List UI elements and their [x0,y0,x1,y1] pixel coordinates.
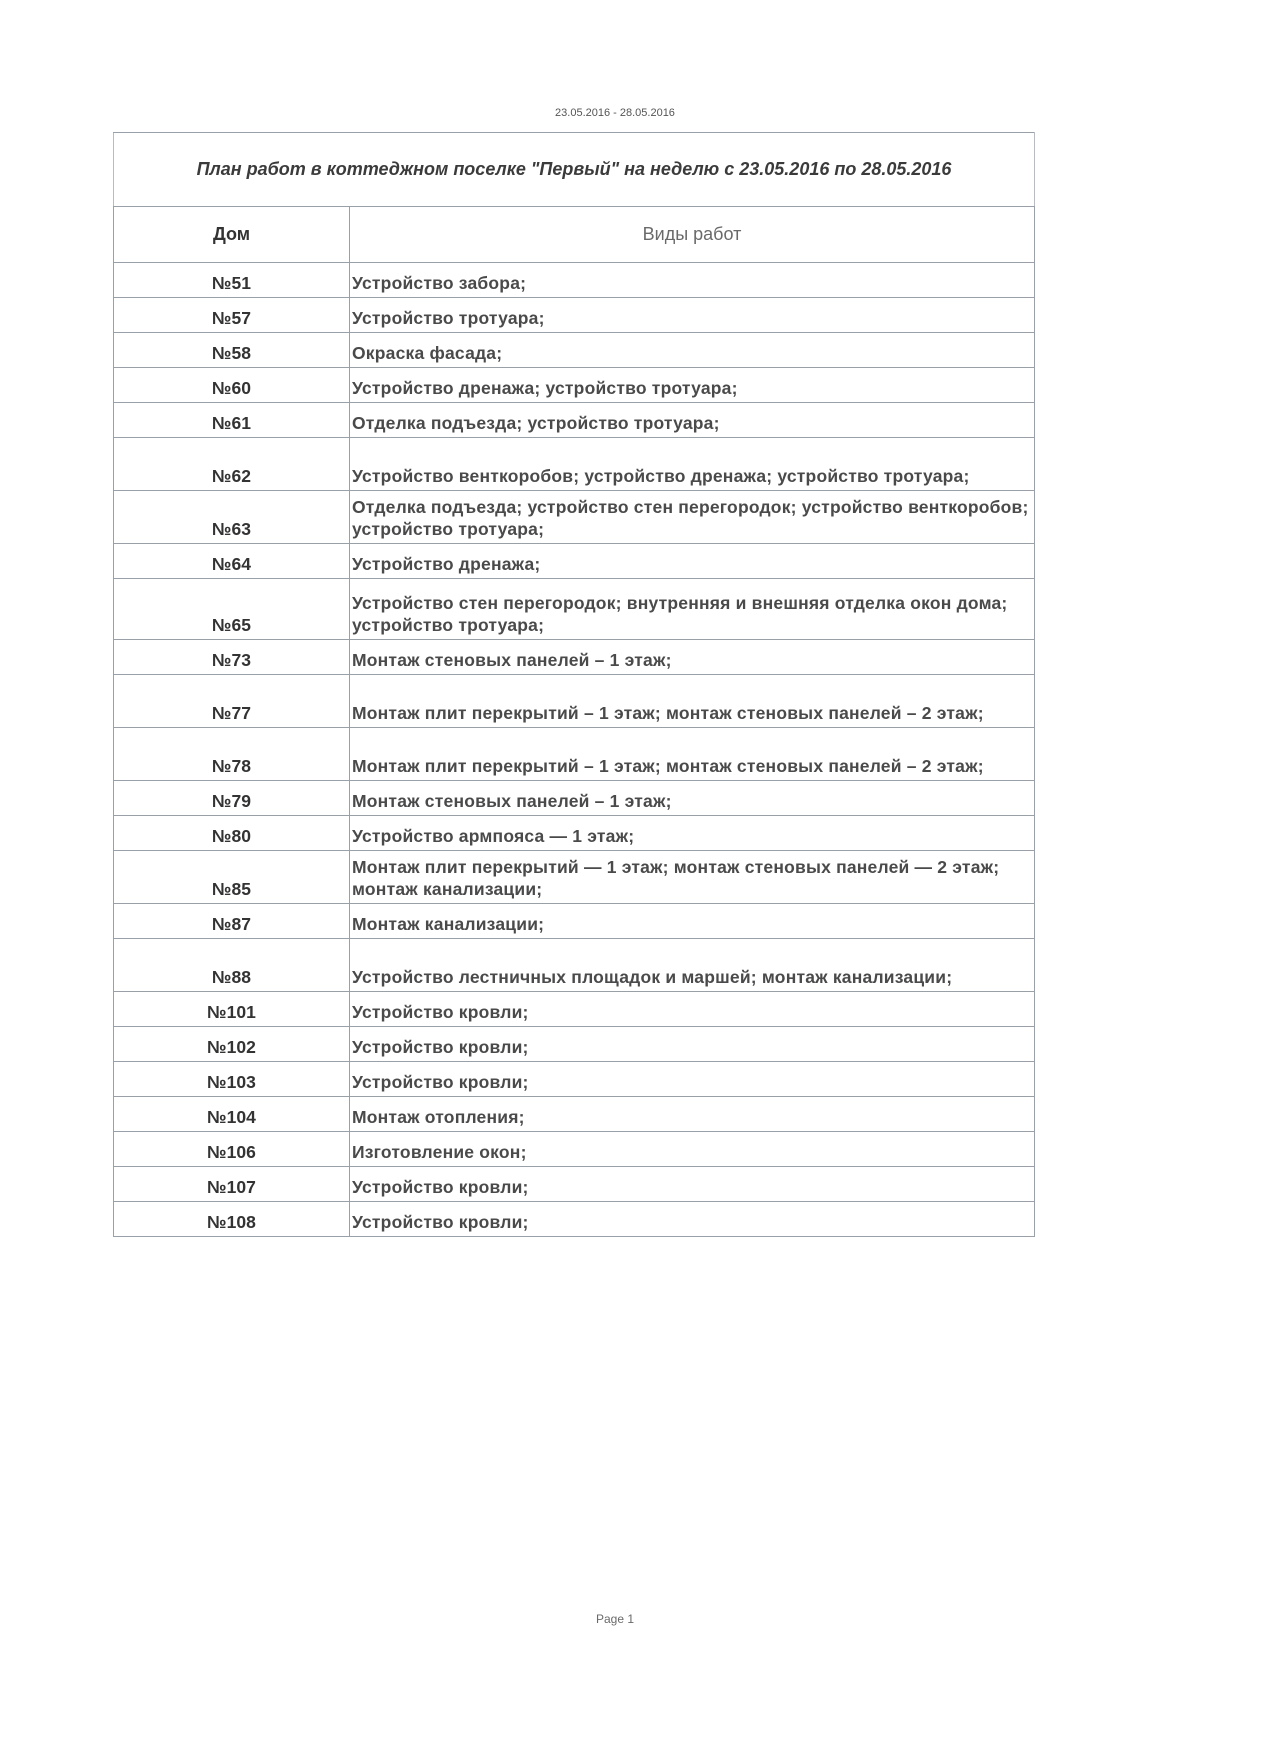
page-number: Page 1 [595,1612,635,1626]
house-number: №64 [114,544,350,579]
table-row [114,544,1035,579]
table-row [114,1132,1035,1167]
work-description: Устройство тротуара; [350,298,1035,333]
house-number: №60 [114,368,350,403]
table-row [114,1062,1035,1097]
house-number: №65 [114,579,350,640]
house-number: №62 [114,438,350,491]
work-description: Устройство кровли; [350,1027,1035,1062]
work-description: Устройство дренажа; устройство тротуара; [350,368,1035,403]
house-number: №102 [114,1027,350,1062]
table-row [114,904,1035,939]
house-number: №101 [114,992,350,1027]
house-number: №107 [114,1167,350,1202]
work-description: Устройство лестничных площадок и маршей; монтаж канализации; [350,939,1035,992]
table-row [114,851,1035,904]
work-description: Монтаж плит перекрытий – 1 этаж; монтаж стеновых панелей – 2 этаж; [350,728,1035,781]
work-description: Устройство кровли; [350,1062,1035,1097]
table-row [114,1097,1035,1132]
work-description: Окраска фасада; [350,333,1035,368]
work-description: Монтаж плит перекрытий – 1 этаж; монтаж стеновых панелей – 2 этаж; [350,675,1035,728]
table-row [114,992,1035,1027]
column-header-row [114,207,1035,263]
table-row [114,939,1035,992]
house-number: №63 [114,491,350,544]
work-description: Устройство стен перегородок; внутренняя и внешняя отделка окон дома; устройство тротуара; [350,579,1035,640]
house-number: №85 [114,851,350,904]
work-description: Устройство кровли; [350,1167,1035,1202]
work-description: Устройство забора; [350,263,1035,298]
work-description: Монтаж стеновых панелей – 1 этаж; [350,781,1035,816]
table-title: План работ в коттеджном поселке "Первый" на неделю с 23.05.2016 по 28.05.2016 [114,133,1035,207]
table-row [114,333,1035,368]
page-header-dates: 23.05.2016 - 28.05.2016 [555,107,675,119]
work-description: Монтаж стеновых панелей – 1 этаж; [350,640,1035,675]
table-row [114,263,1035,298]
house-number: №78 [114,728,350,781]
house-number: №106 [114,1132,350,1167]
table-row [114,816,1035,851]
house-number: №77 [114,675,350,728]
work-description: Устройство венткоробов; устройство дренажа; устройство тротуара; [350,438,1035,491]
table-row [114,298,1035,333]
work-description: Устройство дренажа; [350,544,1035,579]
work-description: Монтаж канализации; [350,904,1035,939]
work-description: Устройство кровли; [350,1202,1035,1237]
house-number: №79 [114,781,350,816]
work-description: Монтаж отопления; [350,1097,1035,1132]
table-row [114,438,1035,491]
table-row [114,491,1035,544]
house-number: №58 [114,333,350,368]
table-row [114,403,1035,438]
table-row [114,728,1035,781]
house-number: №104 [114,1097,350,1132]
house-number: №57 [114,298,350,333]
house-number: №87 [114,904,350,939]
house-number: №108 [114,1202,350,1237]
house-number: №103 [114,1062,350,1097]
house-number: №73 [114,640,350,675]
column-header-house: Дом [114,207,350,263]
table-row [114,781,1035,816]
work-plan-table [113,132,1035,1237]
table-row [114,640,1035,675]
table-row [114,675,1035,728]
table-row [114,1202,1035,1237]
work-description: Устройство армпояса — 1 этаж; [350,816,1035,851]
house-number: №51 [114,263,350,298]
work-description: Устройство кровли; [350,992,1035,1027]
work-description: Отделка подъезда; устройство стен перегородок; устройство венткоробов; устройство тротуара; [350,491,1035,544]
work-description: Изготовление окон; [350,1132,1035,1167]
column-header-works: Виды работ [350,207,1035,263]
table-row [114,1027,1035,1062]
table-row [114,368,1035,403]
house-number: №80 [114,816,350,851]
table-row [114,579,1035,640]
table-row [114,1167,1035,1202]
title-row [114,133,1035,207]
house-number: №61 [114,403,350,438]
work-description: Монтаж плит перекрытий — 1 этаж; монтаж стеновых панелей — 2 этаж; монтаж канализации; [350,851,1035,904]
house-number: №88 [114,939,350,992]
work-description: Отделка подъезда; устройство тротуара; [350,403,1035,438]
